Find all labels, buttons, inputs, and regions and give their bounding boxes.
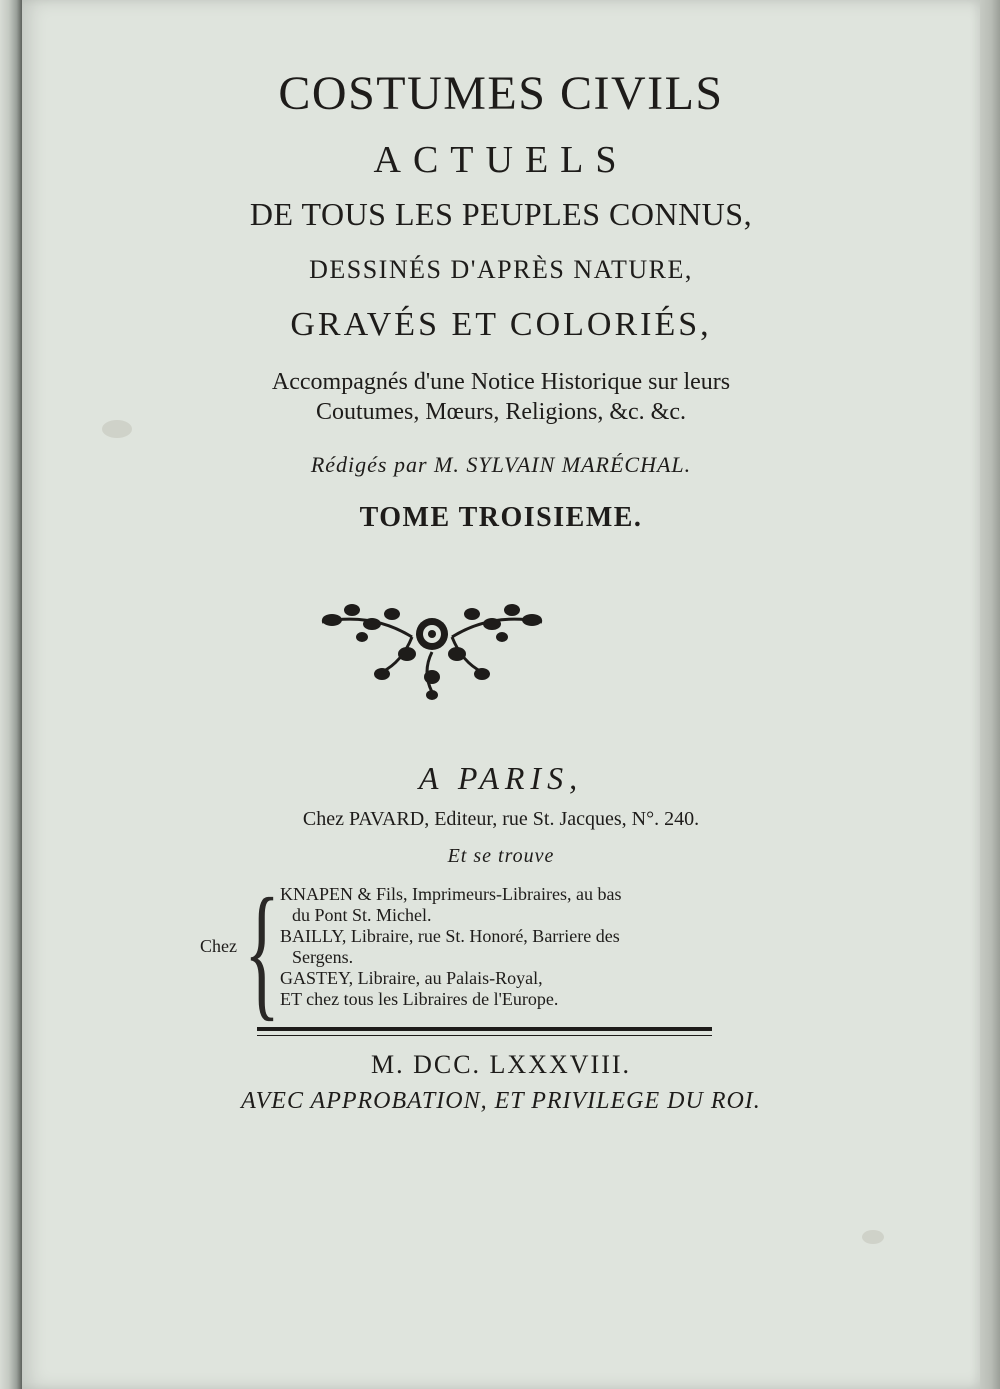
thin-rule: [257, 1035, 712, 1036]
bookseller-line: GASTEY, Libraire, au Palais-Royal,: [280, 968, 543, 988]
also-found-line: Et se trouve: [447, 845, 555, 867]
floral-vignette-icon: [312, 592, 552, 702]
subtitle-actuels: ACTUELS: [373, 139, 629, 181]
bookseller-line: Sergens.: [292, 947, 354, 967]
bookseller-line: BAILLY, Libraire, rue St. Honoré, Barriere des: [280, 926, 620, 946]
title-page: [22, 0, 980, 1389]
publication-date: M. DCC. LXXXVIII.: [370, 1050, 632, 1079]
volume-label: TOME TROISIEME.: [359, 502, 643, 533]
chez-label: Chez: [200, 936, 237, 956]
bookseller-list: [280, 884, 800, 1010]
book-title: COSTUMES CIVILS: [278, 67, 724, 120]
imprint-place: A PARIS,: [418, 760, 584, 796]
bookseller-line: du Pont St. Michel.: [292, 905, 432, 925]
foxing-spot: [862, 1230, 884, 1244]
subtitle-dessines: DESSINÉS D'APRÈS NATURE,: [309, 255, 693, 284]
page-edge: [978, 0, 1000, 1389]
notice-line-1: Accompagnés d'une Notice Historique sur leurs: [271, 369, 731, 395]
author-line: Rédigés par M. SYLVAIN MARÉCHAL.: [310, 452, 692, 477]
subtitle-graves: GRAVÉS ET COLORIÉS,: [290, 306, 712, 343]
approbation-line: AVEC APPROBATION, ET PRIVILEGE DU ROI.: [241, 1088, 761, 1114]
book-gutter: [0, 0, 22, 1389]
subtitle-peuples: DE TOUS LES PEUPLES CONNUS,: [249, 196, 753, 232]
thick-rule: [257, 1027, 712, 1031]
publisher-line: Chez PAVARD, Editeur, rue St. Jacques, N°. 240.: [302, 808, 700, 830]
brace-icon: {: [244, 868, 280, 1034]
bookseller-line: ET chez tous les Libraires de l'Europe.: [280, 989, 559, 1009]
notice-line-2: Coutumes, Mœurs, Religions, &c. &c.: [316, 399, 686, 425]
bookseller-line: KNAPEN & Fils, Imprimeurs-Libraires, au bas: [280, 884, 622, 904]
